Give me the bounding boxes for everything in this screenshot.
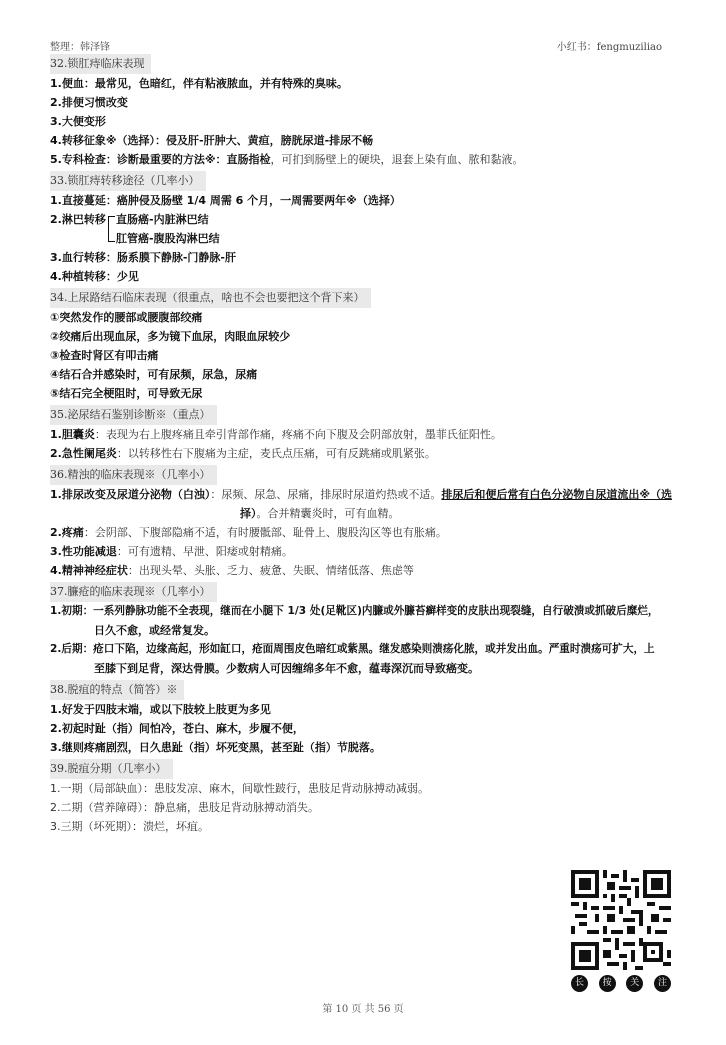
header-author: 整理：韩泽锋 — [50, 42, 110, 53]
s33-item-2 — [50, 210, 700, 248]
qr-code-icon[interactable] — [571, 870, 671, 970]
s33-item-2-rectal: 直肠癌-内脏淋巴结 — [116, 213, 209, 226]
section-33-title: 33.锁肛痔转移途径（几率小） — [50, 171, 206, 191]
page-number: 第 10 页 共 56 页 — [322, 1004, 404, 1015]
s35-item-1-text: ：表现为右上腹疼痛且牵引背部作痛，疼痛不向下腹及会阴部放射，墨菲氏征阳性。 — [94, 428, 502, 441]
s36-item-2 — [50, 523, 700, 542]
s37-item-2: 2.后期：疮口下陷，边缘高起，形如缸口，疮面周围皮色暗红或紫黑。继发感染则溃疡化脓，或并发出血。严重时溃疡可扩大，上 — [50, 643, 655, 655]
qr-tag-3: 关 — [626, 975, 643, 992]
s33-item-2-label: 2.淋巴转移 — [50, 213, 106, 226]
s36-item-4-text: ：出现头晕、头胀、乏力、疲惫、失眠、情绪低落、焦虑等 — [127, 564, 414, 577]
s34-item-3: ③检查时肾区有叩击痛 — [50, 349, 159, 362]
qr-caption — [571, 975, 671, 992]
s36-item-3-label: 3.性功能减退 — [50, 545, 117, 558]
s34-item-2: ②绞痛后出现血尿，多为镜下血尿，肉眼血尿较少 — [50, 330, 291, 343]
s36-item-2-text: ：会阴部、下腹部隐痛不适，有时腰骶部、耻骨上、腹股沟区等也有胀痛。 — [83, 526, 447, 539]
s36-item-1-tail: 。合并精囊炎时，可有血精。 — [256, 507, 400, 520]
s32-item-5 — [50, 150, 700, 169]
section-39-title: 39.脱疽分期（几率小） — [50, 759, 173, 779]
s33-item-2-anal: 肛管癌-腹股沟淋巴结 — [116, 232, 220, 245]
s38-item-2: 2.初起时趾（指）间怕冷，苍白、麻木，步履不便， — [50, 722, 304, 735]
s37-item-1-cont: 日久不愈，或经常复发。 — [94, 624, 215, 637]
s32-item-4 — [50, 131, 700, 150]
s32-item-5-label: 5.专科检查： — [50, 153, 117, 166]
s36-item-4 — [50, 561, 700, 580]
s39-item-2: 2.二期（营养障碍）：静息痛，患肢足背动脉搏动消失。 — [50, 801, 319, 814]
s36-item-1-label: 1.排尿改变及尿道分泌物（白浊） — [50, 488, 211, 501]
s32-item-4-text: ：侵及肝-肝肿大、黄疸，膀胱尿道-排尿不畅 — [155, 134, 374, 147]
section-35-title: 35.泌尿结石鉴别诊断※（重点） — [50, 405, 217, 425]
s36-item-3-text: ：可有遗精、早泄、阳痿或射精痛。 — [116, 545, 293, 558]
section-37-title: 37.臁疮的临床表现※（几率小） — [50, 582, 217, 602]
s32-item-2: 2.排便习惯改变 — [50, 96, 128, 109]
s36-item-2-label: 2.疼痛 — [50, 526, 84, 539]
s36-item-1-key-end: 择） — [240, 507, 257, 520]
content — [50, 52, 700, 836]
s38-item-1: 1.好发于四肢末端，或以下肢较上肢更为多见 — [50, 703, 271, 716]
s32-item-5-text: ，可扪到肠壁上的硬块，退套上染有血、脓和黏液。 — [270, 153, 524, 166]
section-34-title: 34.上尿路结石临床表现（很重点，啥也不会也要把这个背下来） — [50, 288, 371, 308]
section-32-title: 32.锁肛痔临床表现 — [50, 54, 151, 74]
qr-tag-4: 注 — [654, 975, 671, 992]
s33-item-4: 4.种植转移：少见 — [50, 270, 139, 283]
s34-item-4: ④结石合并感染时，可有尿频，尿急，尿痛 — [50, 368, 258, 381]
s38-item-3: 3.继则疼痛剧烈，日久患趾（指）坏死变黑，甚至趾（指）节脱落。 — [50, 741, 381, 754]
s39-item-1: 1.一期（局部缺血）：患肢发凉、麻木，间歇性跛行，患肢足背动脉搏动减弱。 — [50, 782, 429, 795]
s36-item-1-key: 排尿后和便后常有白色分泌物自尿道流出※（选 — [441, 488, 673, 501]
s37-item-1: 1.初期：一系列静脉功能不全表现，继而在小腿下 1/3 处(足靴区)内臁或外臁苔癣样变的皮肤出现裂缝，自行破溃或抓破后糜烂， — [50, 605, 659, 617]
s32-item-3: 3.大便变形 — [50, 115, 106, 128]
s32-item-5-key: 诊断最重要的方法※：直肠指检 — [116, 153, 271, 166]
s36-item-4-label: 4.精神神经症状 — [50, 564, 128, 577]
s37-item-2-cont: 至膝下到足背，深达骨膜。少数病人可因缠绵多年不愈，蕴毒深沉而导致癌变。 — [94, 662, 479, 675]
section-38-title: 38.脱疽的特点（简答）※ — [50, 680, 184, 700]
s36-item-1 — [50, 485, 700, 504]
s36-item-1-text: ：尿频、尿急、尿痛，排尿时尿道灼热或不适。 — [210, 488, 442, 501]
s33-item-3: 3.血行转移：肠系膜下静脉-门静脉-肝 — [50, 251, 236, 264]
s36-item-1-cont — [50, 504, 700, 523]
s33-item-1: 1.直接蔓延：癌肿侵及肠壁 1/4 周需 6 个月，一周需要两年※（选择） — [50, 194, 401, 207]
s32-item-4-label: 4.转移征象※（选择） — [50, 134, 156, 147]
s32-item-1: 1.便血：最常见，色暗红，伴有粘液脓血，并有特殊的臭味。 — [50, 77, 348, 90]
qr-tag-1: 长 — [571, 975, 588, 992]
brace-bracket — [108, 216, 115, 242]
s34-item-5: ⑤结石完全梗阻时，可导致无尿 — [50, 387, 203, 400]
s35-item-1 — [50, 425, 700, 444]
s35-item-2-label: 2.急性阑尾炎 — [50, 447, 117, 460]
qr-tag-2: 按 — [599, 975, 616, 992]
s35-item-1-label: 1.胆囊炎 — [50, 428, 95, 441]
s35-item-2 — [50, 444, 700, 463]
s35-item-2-text: ：以转移性右下腹痛为主症，麦氏点压痛，可有反跳痛或肌紧张。 — [116, 447, 436, 460]
s36-item-3 — [50, 542, 700, 561]
s39-item-3: 3.三期（坏死期）：溃烂，坏疽。 — [50, 820, 209, 833]
header-account: 小红书：fengmuziliao — [556, 42, 662, 53]
s34-item-1: ①突然发作的腰部或腰腹部绞痛 — [50, 311, 203, 324]
section-36-title: 36.精浊的临床表现※（几率小） — [50, 465, 217, 485]
